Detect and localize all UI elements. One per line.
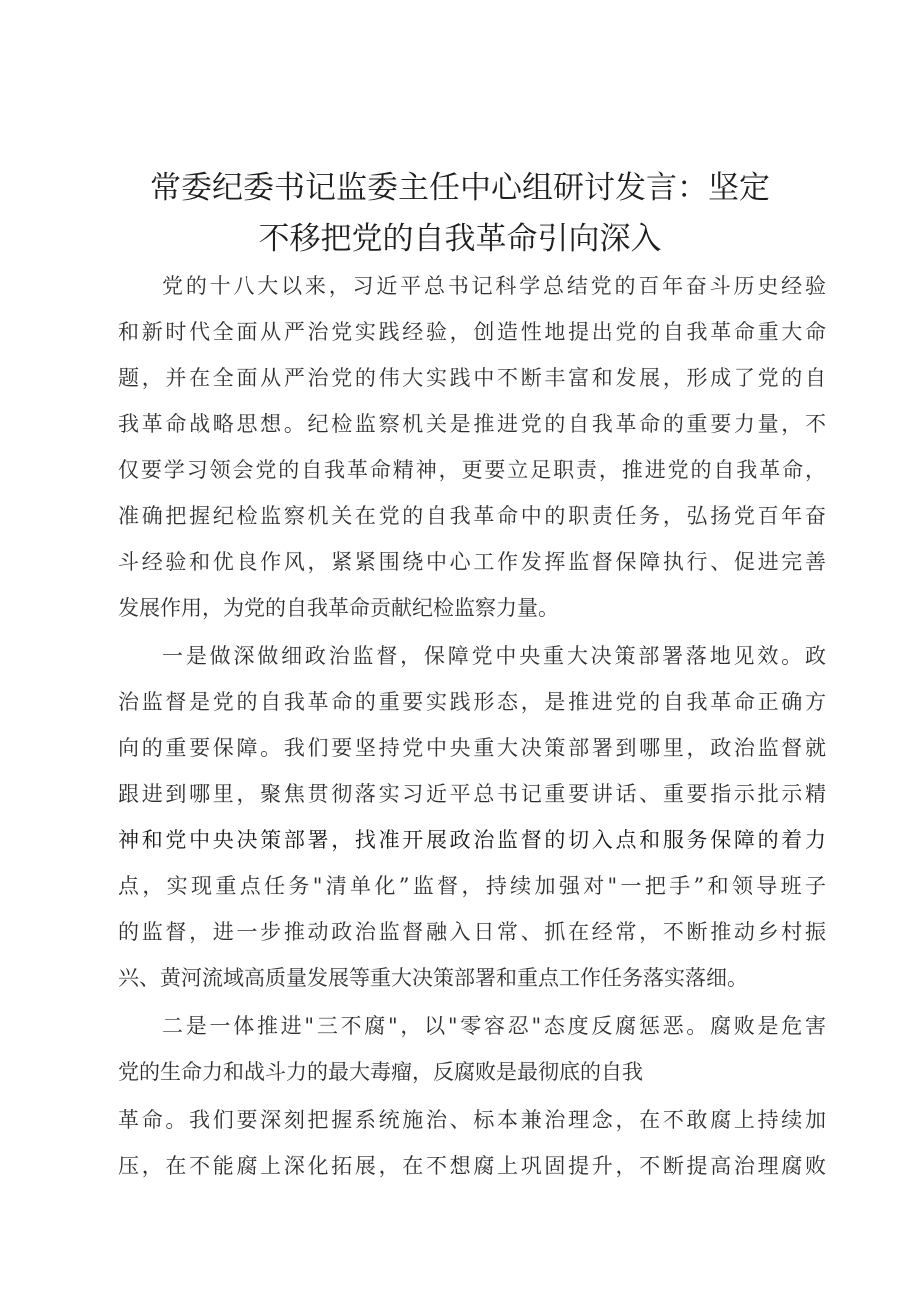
paragraph-line: 向的重要保障。我们要坚持党中央重大决策部署到哪里，政治监督就 (118, 736, 826, 760)
paragraph-line: 党的十八大以来，习近平总书记科学总结党的百年奋斗历史经验 (162, 274, 826, 298)
paragraph-line: 兴、黄河流域高质量发展等重大决策部署和重点工作任务落实落细。 (118, 966, 748, 990)
paragraph-line: 神和党中央决策部署，找准开展政治监督的切入点和服务保障的着力 (118, 828, 826, 852)
paragraph-line: 治监督是党的自我革命的重要实践形态，是推进党的自我革命正确方 (118, 690, 826, 714)
paragraph-line: 革命。我们要深刻把握系统施治、标本兼治理念，在不敢腐上持续加 (118, 1108, 826, 1132)
paragraph-line: 点，实现重点任务"清单化”监督，持续加强对"一把手”和领导班子 (118, 874, 826, 898)
paragraph-line: 的监督，进一步推动政治监督融入日常、抓在经常，不断推动乡村振 (118, 920, 826, 944)
paragraph-line: 发展作用，为党的自我革命贡献纪检监察力量。 (118, 596, 559, 620)
paragraph-line: 和新时代全面从严治党实践经验，创造性地提出党的自我革命重大命 (118, 320, 826, 344)
paragraph-line: 一是做深做细政治监督，保障党中央重大决策部署落地见效。政 (162, 644, 826, 668)
paragraph-line: 跟进到哪里，聚焦贯彻落实习近平总书记重要讲话、重要指示批示精 (118, 782, 826, 806)
paragraph-line: 二是一体推进"三不腐"，以"零容忍"态度反腐惩恶。腐败是危害 (162, 1014, 826, 1038)
document-title-line-2: 不移把党的自我革命引向深入 (258, 221, 662, 257)
paragraph-line: 斗经验和优良作风，紧紧围绕中心工作发挥监督保障执行、促进完善 (118, 550, 826, 574)
paragraph-line: 压，在不能腐上深化拓展，在不想腐上巩固提升，不断提高治理腐败 (118, 1154, 826, 1178)
paragraph-line: 题，并在全面从严治党的伟大实践中不断丰富和发展，形成了党的自 (118, 366, 826, 390)
paragraph-line: 党的生命力和战斗力的最大毒瘤，反腐败是最彻底的自我 (118, 1060, 643, 1084)
paragraph-line: 仅要学习领会党的自我革命精神，更要立足职责，推进党的自我革命， (118, 458, 826, 482)
paragraph-line: 我革命战略思想。纪检监察机关是推进党的自我革命的重要力量，不 (118, 412, 826, 436)
paragraph-line: 准确把握纪检监察机关在党的自我革命中的职责任务，弘扬党百年奋 (118, 504, 826, 528)
document-title-line-1: 常委纪委书记监委主任中心组研讨发言：坚定 (150, 170, 770, 206)
